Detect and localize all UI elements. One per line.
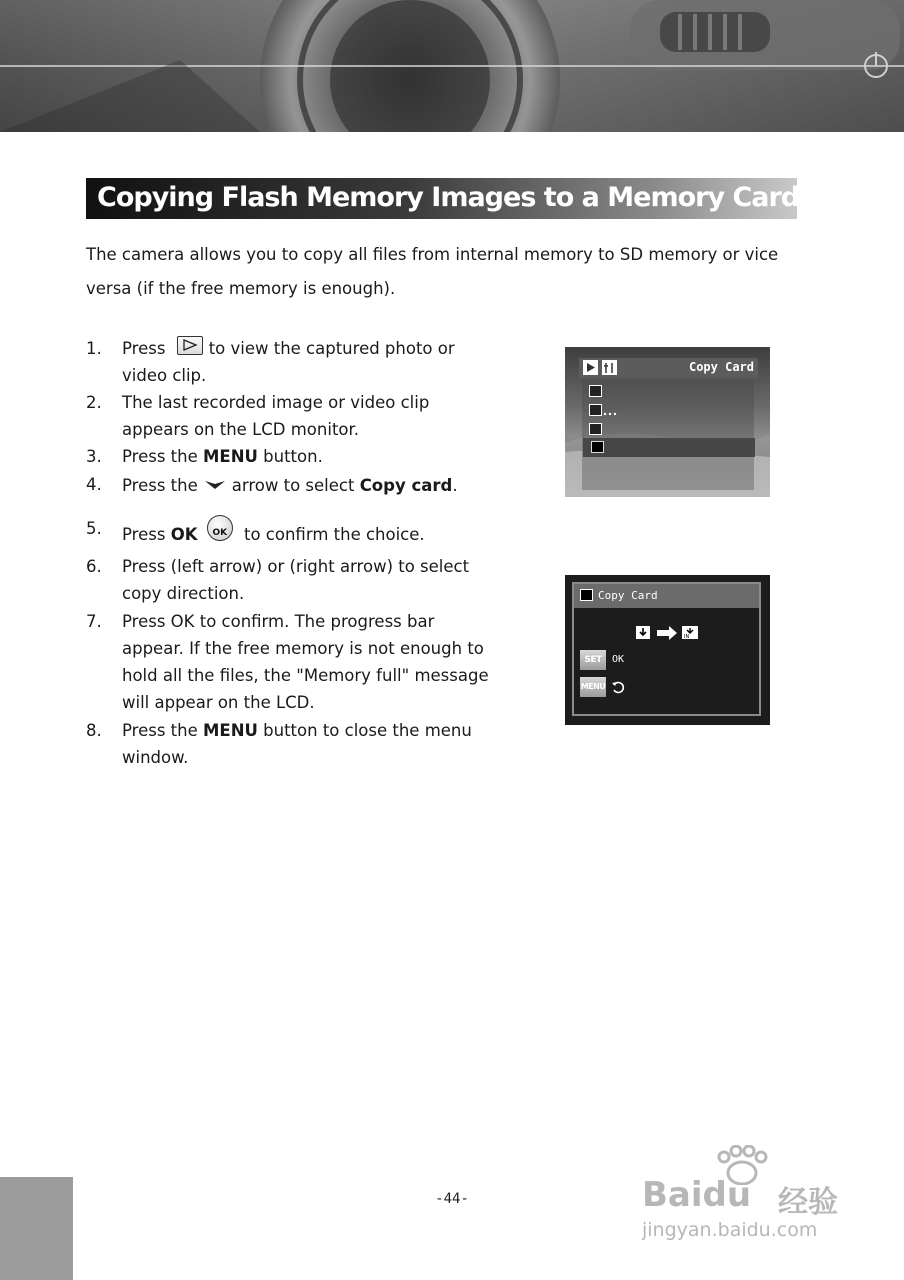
intro-paragraph: The camera allows you to copy all files from internal memory to SD memory or vice versa (if the free memory is enough).: [86, 245, 779, 298]
page-number: -44-: [435, 1191, 469, 1207]
step-text: to view the captured photo or video clip.: [122, 339, 455, 385]
ok-keyword: OK: [170, 525, 198, 544]
step-text: .: [452, 476, 458, 495]
watermark-brand: Baidu: [642, 1175, 752, 1215]
watermark-url: jingyan.baidu.com: [642, 1219, 818, 1241]
step-text: button to close the menu window.: [122, 721, 472, 767]
step-number: 1.: [86, 339, 102, 358]
step-text: button.: [263, 447, 323, 466]
step-text: Press: [122, 339, 166, 358]
set-button-icon: SET: [580, 650, 606, 670]
delete-icon: [589, 385, 602, 397]
lcd-menu-title: Copy Card: [688, 360, 754, 374]
lcd-copy-title: Copy Card: [598, 589, 658, 602]
step-number: 7.: [86, 612, 102, 631]
copy-card-icon: [591, 441, 604, 453]
rotate-icon: [589, 423, 602, 435]
copy-direction-icon: [635, 624, 715, 642]
camera-banner-image: [0, 0, 904, 132]
step-number: 2.: [86, 393, 102, 412]
menu-keyword: MENU: [203, 447, 258, 466]
copy-card-icon: [580, 589, 593, 601]
step-text: to confirm the choice.: [244, 525, 425, 544]
playback-icon: [177, 336, 203, 355]
return-icon: [611, 680, 625, 694]
step-text: Press: [122, 525, 166, 544]
ok-button-icon: [207, 515, 233, 541]
step-text: Press OK to confirm. The progress bar appear. If the free memory is not enough to hold all the files, the "Memory full" message will appear on the LCD.: [122, 612, 489, 712]
step-text: arrow to select: [231, 476, 355, 495]
ok-icon-label: OK: [212, 528, 228, 538]
step-number: 8.: [86, 721, 102, 740]
copy-card-keyword: Copy card: [359, 476, 453, 495]
menu-keyword: MENU: [203, 721, 258, 740]
lcd-copy-card-screenshot: [565, 575, 770, 725]
step-text: Press (left arrow) or (right arrow) to select copy direction.: [122, 557, 470, 603]
more-icon: [603, 411, 617, 417]
step-text: Press the: [122, 476, 198, 495]
playback-tab-icon: [582, 358, 622, 378]
step-text: Press the: [122, 721, 198, 740]
header-banner: [0, 0, 904, 132]
baidu-watermark: [640, 1145, 860, 1245]
step-text: The last recorded image or video clip appears on the LCD monitor.: [122, 393, 430, 439]
protect-icon: [589, 404, 602, 416]
svg-text:IN: IN: [684, 634, 690, 640]
lcd-menu-panel: [582, 380, 754, 490]
section-title-bar: [86, 178, 800, 219]
step-text: Press the: [122, 447, 198, 466]
selected-row-highlight: [583, 438, 755, 457]
lcd-copy-header: [574, 584, 759, 608]
step-number: 6.: [86, 557, 102, 576]
page-title: Copying Flash Memory Images to a Memory Card: [97, 182, 800, 213]
watermark-brand-cn: 经验: [778, 1185, 838, 1220]
step-number: 3.: [86, 447, 102, 466]
down-arrow-icon: [204, 471, 226, 481]
step-number: 5.: [86, 519, 102, 538]
lcd-menu-screenshot: [565, 347, 770, 497]
step-number: 4.: [86, 475, 102, 494]
lcd-menu-header: [579, 358, 758, 378]
lcd-frame: [572, 582, 761, 716]
lcd-ok-text: OK: [612, 654, 625, 665]
menu-button-icon: MENU: [580, 677, 606, 697]
